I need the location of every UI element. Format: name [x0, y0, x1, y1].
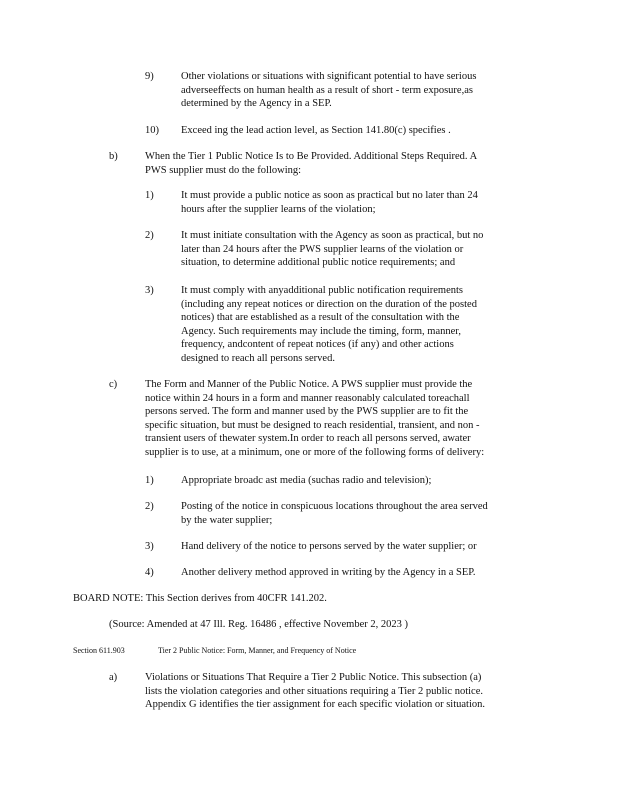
- c-item-4-text: Another delivery method approved in writing by the Agency in a SEP.: [181, 567, 476, 578]
- subsection-a-label: a): [109, 672, 118, 683]
- c-item-1-label: 1): [145, 475, 154, 486]
- section-c-label: c): [109, 379, 118, 390]
- c-item-4-label: 4): [145, 567, 154, 578]
- board-note: BOARD NOTE: This Section derives from 40CFR 141.202.: [73, 593, 327, 604]
- c-item-1-text: Appropriate broadc ast media (suchas radio and television);: [181, 475, 432, 486]
- source-note: (Source: Amended at 47 Ill. Reg. 16486 , effective November 2, 2023 ): [109, 619, 408, 630]
- c-item-3-text: Hand delivery of the notice to persons served by the water supplier; or: [181, 541, 477, 552]
- b-item-2-text: It must initiate consultation with the Agency as soon as practical, but no later than 24 hours after the PWS supplier learns of the violation or situation, to determine additional public notice requirements; and: [181, 230, 484, 268]
- subsection-a-text: Violations or Situations That Require a Tier 2 Public Notice. This subsection (a) lists the violation categories and other situations requiring a Tier 2 public notice. Appendix G identifies the tier assignment for each specific violation or situation.: [145, 672, 485, 710]
- item-10-text: Exceed ing the lead action level, as Section 141.80(c) specifies .: [181, 125, 451, 136]
- c-item-3-label: 3): [145, 541, 154, 552]
- item-10-label: 10): [145, 125, 159, 136]
- b-item-3-label: 3): [145, 285, 154, 296]
- item-9-label: 9): [145, 71, 154, 82]
- c-item-2-label: 2): [145, 501, 154, 512]
- b-item-2-label: 2): [145, 230, 154, 241]
- section-title: Tier 2 Public Notice: Form, Manner, and Frequency of Notice: [158, 646, 357, 655]
- item-9-text: Other violations or situations with significant potential to have serious adverseeffects on human health as a result of short - term exposure,as determined by the Agency in a SEP.: [181, 71, 477, 109]
- section-c-text: The Form and Manner of the Public Notice. A PWS supplier must provide the notice within 24 hours in a form and manner reasonably calculated toreachall persons served. The form and manner used by the PWS supplier are to fit the specific situation, but must be designed to reach residential, transient, and non - transient users of thewater system.In order to reach all persons served, awater supplier is to use, at a minimum, one or more of the following forms of delivery:: [145, 379, 485, 458]
- section-b-label: b): [109, 151, 118, 162]
- b-item-3-text: It must comply with anyadditional public notification requirements (including any repeat notices or direction on the duration of the posted notices) that are established as a result of the consultation with the Agency. Such requirements may include the timing, form, manner, frequency, andcontent of repeat notices (if any) and other actions designed to reach all persons served.: [181, 285, 477, 364]
- section-number: Section 611.903: [73, 646, 125, 655]
- b-item-1-label: 1): [145, 190, 154, 201]
- c-item-2-text: Posting of the notice in conspicuous locations throughout the area served by the water supplier;: [181, 501, 488, 526]
- b-item-1-text: It must provide a public notice as soon as practical but no later than 24 hours after the supplier learns of the violation;: [181, 190, 478, 215]
- section-b-text: When the Tier 1 Public Notice Is to Be Provided. Additional Steps Required. A PWS supplier must do the following:: [145, 151, 478, 176]
